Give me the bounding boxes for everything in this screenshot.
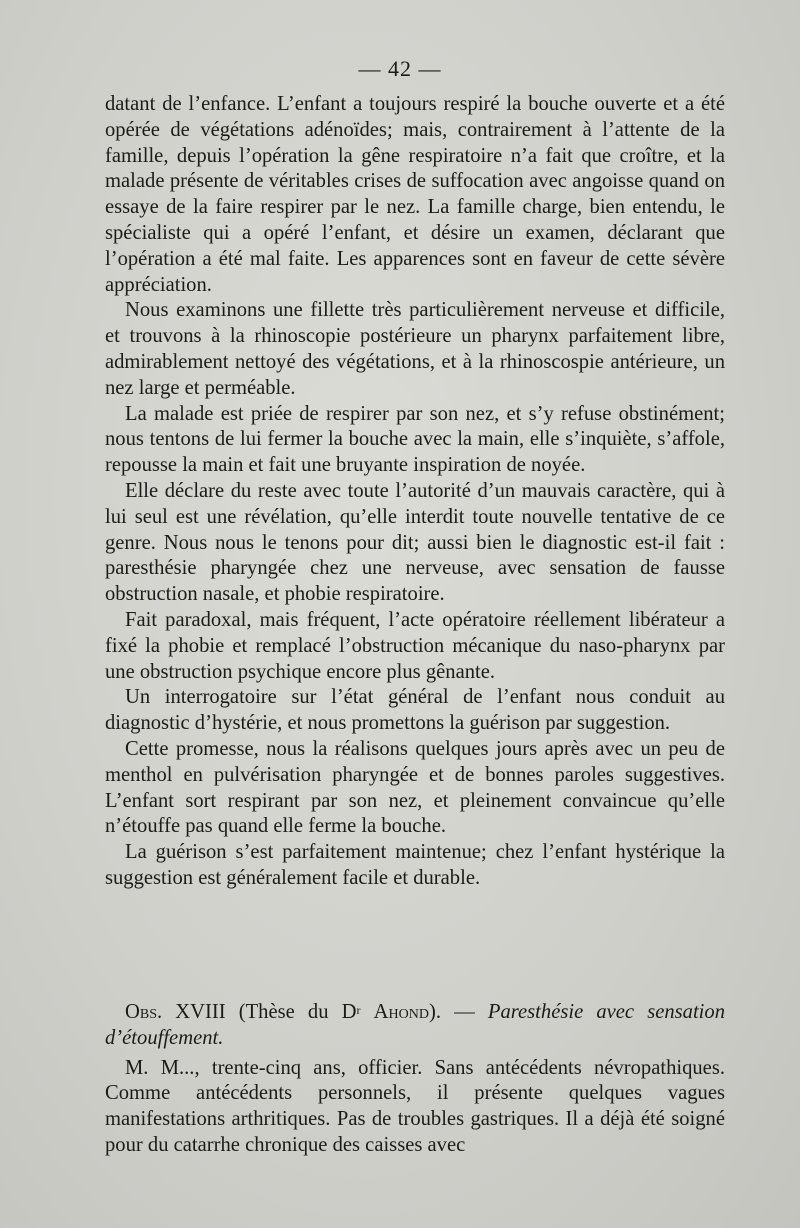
main-text	[105, 92, 725, 892]
paragraph-5: Fait paradoxal, mais fréquent, l’acte opératoire réellement libérateur a fixé la phobie et remplacé l’obstruction mécanique du naso-pharynx par une obstruction psychique encore plus gênante.	[105, 608, 725, 683]
paragraph-6: Un interrogatoire sur l’état général de l’enfant nous conduit au diagnostic d’hystérie, et nous promettons la guérison par suggestion.	[105, 686, 725, 735]
page-number: — 42 —	[358, 56, 442, 81]
observation-source-open: (Thèse du D	[238, 1001, 357, 1023]
observation-heading	[105, 1000, 725, 1052]
paragraph-4: Elle déclare du reste avec toute l’autorité d’un mauvais caractère, qui à lui seul est une révélation, qu’elle interdit toute nouvelle tentative de ce genre. Nous nous le tenons pour dit; aussi bien le diagnostic est-il fait : paresthésie pharyngée chez une nerveuse, avec sensation de fausse obstruction nasale, et phobie respiratoire.	[105, 479, 725, 606]
paragraph-7: Cette promesse, nous la réalisons quelques jours après avec un peu de menthol en pulvérisation pharyngée et de bonnes paroles suggestives. L’enfant sort respirant par son nez, et pleinement convaincue qu’elle n’étouffe pas quand elle ferme la bouche.	[105, 737, 725, 838]
paragraph-2: Nous examinons une fillette très particulièrement nerveuse et difficile, et trouvons à la rhinoscopie postérieure un pharynx parfaitement libre, admirablement nettoyé des végétations, et à la rhinoscospie antérieure, un nez large et perméable.	[105, 299, 725, 399]
observation-source-close: ). —	[429, 1001, 475, 1023]
observation-label: Obs. XVIII	[125, 1001, 226, 1023]
observation-subject: Paresthésie avec sensation d’étouffement.	[105, 1001, 725, 1049]
observation-section	[105, 1000, 725, 1159]
observation-source-sup: r	[356, 1003, 361, 1017]
paragraph-3: La malade est priée de respirer par son nez, et s’y refuse obstinément; nous tentons de lui fermer la bouche avec la main, elle s’inquiète, s’affole, repousse la main et fait une bruyante inspiration de noyée.	[105, 402, 725, 477]
paragraph-8: La guérison s’est parfaitement maintenue; chez l’enfant hystérique la suggestion est généralement facile et durable.	[105, 841, 725, 889]
observation-body: M. M..., trente-cinq ans, officier. Sans antécédents névropathiques. Comme antécédents personnels, il présente quelques vagues manifestations arthritiques. Pas de troubles gastriques. Il a déjà été soigné pour du catarrhe chronique des caisses avec	[105, 1056, 725, 1156]
paragraph-1: datant de l’enfance. L’enfant a toujours respiré la bouche ouverte et a été opérée de végétations adénoïdes; mais, contrairement à l’attente de la famille, depuis l’opération la gêne respiratoire n’a fait que croître, et la malade présente de véritables crises de suffocation avec angoisse quand on essaye de la faire respirer par le nez. La famille charge, bien entendu, le spécialiste qui a opéré l’enfant, et désire un examen, déclarant que l’opération a été mal faite. Les apparences sont en faveur de cette sévère appréciation.	[105, 93, 725, 296]
observation-author: Ahond	[373, 1001, 429, 1023]
